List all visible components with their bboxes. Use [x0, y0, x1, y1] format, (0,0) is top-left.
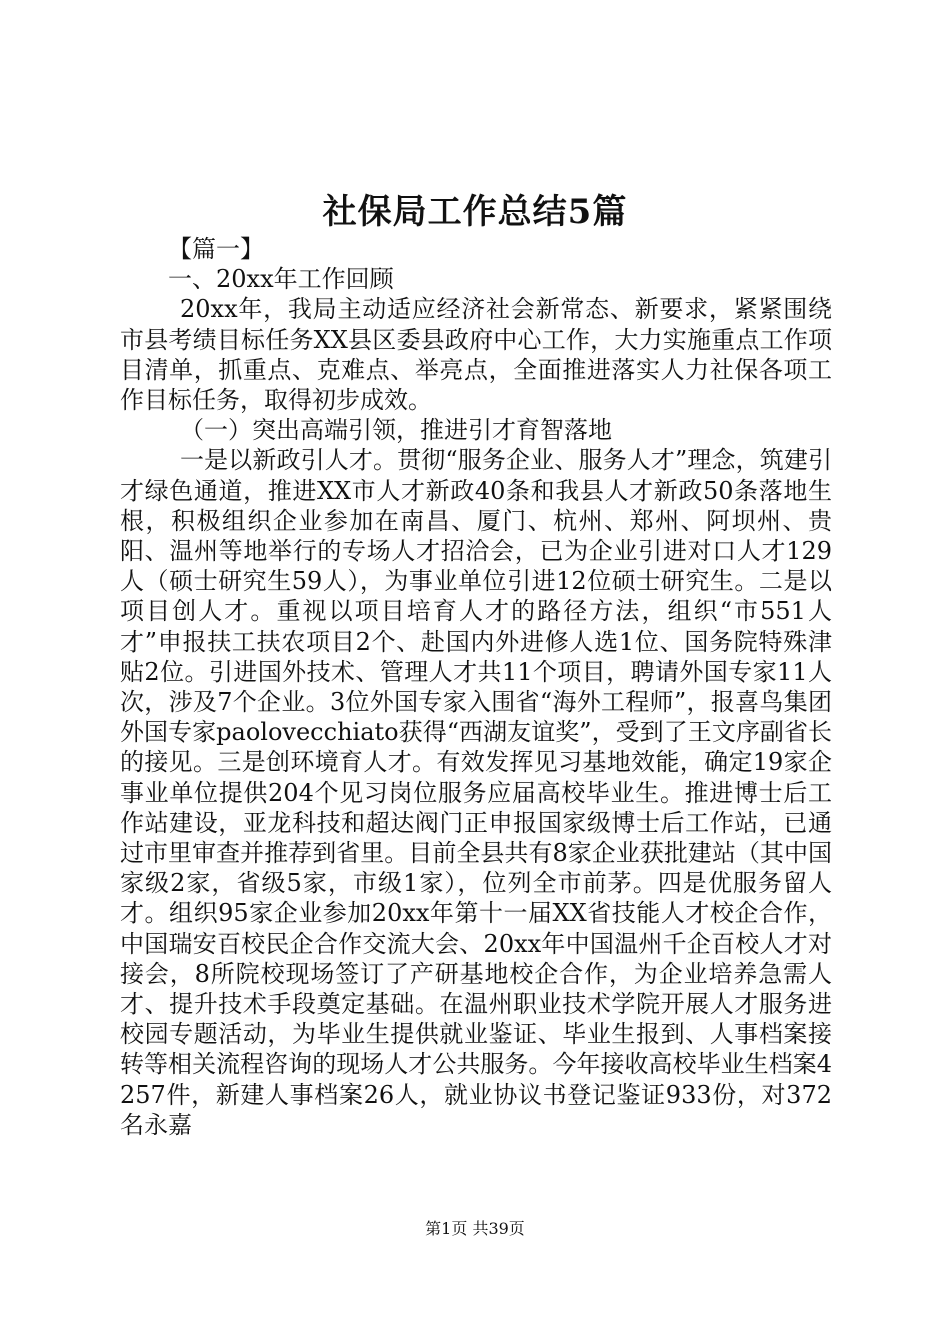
body-paragraph: 一是以新政引人才。贯彻“服务企业、服务人才”理念，筑建引才绿色通道，推进XX市人才新政40条和我县人才新政50条落地生根，积极组织企业参加在南昌、厦门、杭州、郑州、阿坝州、贵阳、温州等地举行的专场人才招洽会，已为企业引进对口人才129人（硕士研究生59人），为事业单位引进12位硕士研究生。二是以项目创人才。重视以项目培育人才的路径方法，组织“市551人才”申报扶工扶农项目2个、赴国内外进修人选1位、国务院特殊津贴2位。引进国外技术、管理人才共11个项目，聘请外国专家11人次，涉及7个企业。3位外国专家入围省“海外工程师”，报喜鸟集团外国专家paolovecchiato获得“西湖友谊奖”，受到了王文序副省长的接见。三是创环境育人才。有效发挥见习基地效能，确定19家企事业单位提供204个见习岗位服务应届高校毕业生。推进博士后工作站建设，亚龙科技和超达阀门正申报国家级博士后工作站，已通过市里审查并推荐到省里。目前全县共有8家企业获批建站（其中国家级2家，省级5家，市级1家），位列全市前茅。四是优服务留人才。组织95家企业参加20xx年第十一届XX省技能人才校企合作，中国瑞安百校民企合作交流大会、20xx年中国温州千企百校人才对接会，8所院校现场签订了产研基地校企合作，为企业培养急需人才、提升技术手段奠定基础。在温州职业技术学院开展人才服务进校园专题活动，为毕业生提供就业鉴证、毕业生报到、人事档案接转等相关流程咨询的现场人才公共服务。今年接收高校毕业生档案4257件，新建人事档案26人，就业协议书登记鉴证933份，对372名永嘉: [120, 446, 832, 1139]
section-heading: 一、20xx年工作回顾: [168, 265, 394, 294]
section-label: 【篇一】: [168, 235, 264, 263]
page-footer: 第1页 共39页: [425, 1219, 525, 1238]
body-paragraph: 20xx年，我局主动适应经济社会新常态、新要求，紧紧围绕市县考绩目标任务XX县区委县政府中心工作，大力实施重点工作项目清单，抓重点、克难点、举亮点，全面推进落实人力社保各项工作目标任务，取得初步成效。: [120, 295, 832, 415]
document-body: [120, 234, 832, 1140]
section-subheading: （一）突出高端引领，推进引才育智落地: [180, 416, 612, 445]
document-title: 社保局工作总结5篇: [322, 192, 628, 232]
